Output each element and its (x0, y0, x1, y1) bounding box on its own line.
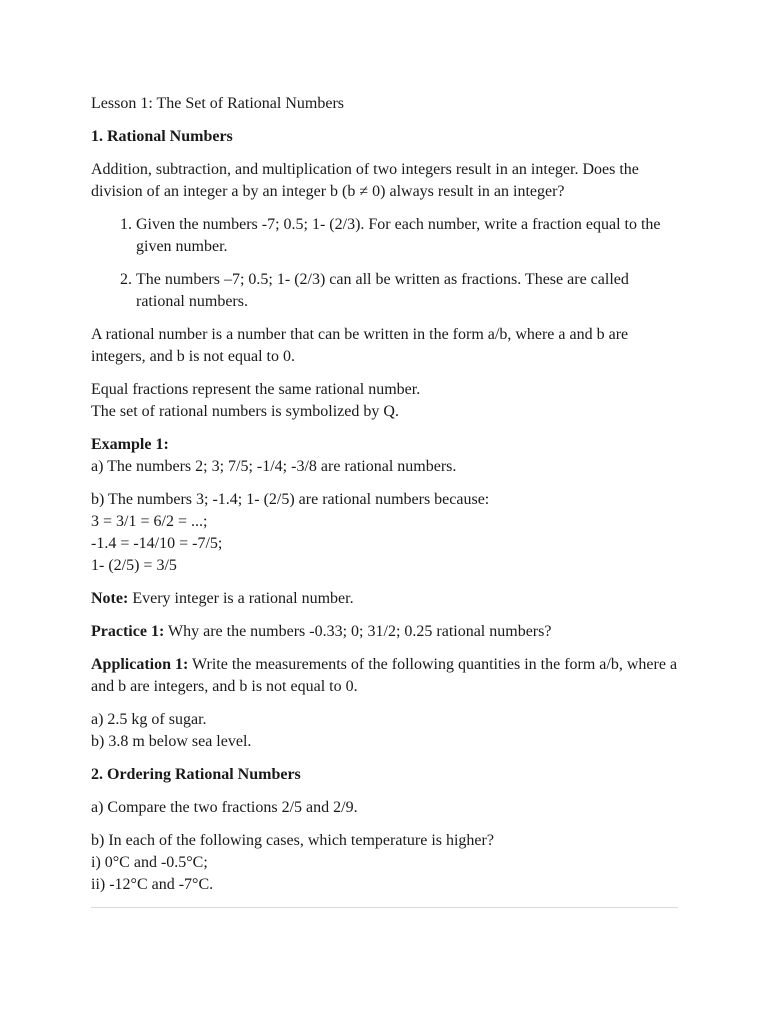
section2-b-block (91, 830, 678, 896)
application1-item: b) 3.8 m below sea level. (91, 733, 252, 750)
numbered-list (91, 214, 678, 313)
example1-b-line: b) The numbers 3; -1.4; 1- (2/5) are rational numbers because: (91, 491, 490, 508)
lesson-title: Lesson 1: The Set of Rational Numbers (91, 95, 344, 112)
example1-b-line: 1- (2/5) = 3/5 (91, 557, 177, 574)
practice1-paragraph (91, 621, 678, 643)
note-text: Every integer is a rational number. (128, 590, 354, 607)
list-item: 2. The numbers –7; 0.5; 1- (2/3) can all be written as fractions. These are called rational numbers. (136, 269, 678, 313)
practice1-label: Practice 1: (91, 623, 165, 640)
section2-b-line: i) 0°C and -0.5°C; (91, 854, 208, 871)
equal-fractions-text: Equal fractions represent the same rational number. (91, 381, 421, 398)
example1-label: Example 1: (91, 436, 169, 453)
bottom-divider (91, 907, 678, 908)
application1-text: Write the measurements of the following quantities in the form a/b, where a and b are integers, and b is not equal to 0. (91, 656, 678, 695)
note-paragraph (91, 588, 678, 610)
section2-b-line: b) In each of the following cases, which temperature is higher? (91, 832, 494, 849)
section2-a: a) Compare the two fractions 2/5 and 2/9. (91, 799, 358, 816)
list-item: 1. Given the numbers -7; 0.5; 1- (2/3). For each number, write a fraction equal to the given number. (136, 214, 678, 258)
section2-b-line: ii) -12°C and -7°C. (91, 876, 214, 893)
application1-paragraph (91, 654, 678, 698)
example1-block (91, 434, 678, 478)
example1-a: a) The numbers 2; 3; 7/5; -1/4; -3/8 are rational numbers. (91, 458, 457, 475)
section1-heading: 1. Rational Numbers (91, 128, 233, 145)
application1-item: a) 2.5 kg of sugar. (91, 711, 207, 728)
application1-label: Application 1: (91, 656, 189, 673)
rational-definition: A rational number is a number that can be written in the form a/b, where a and b are integers, and b is not equal to 0. (91, 326, 629, 365)
section2-heading: 2. Ordering Rational Numbers (91, 766, 301, 783)
symbol-text: The set of rational numbers is symbolized by Q. (91, 403, 399, 420)
example1-b-block (91, 489, 678, 577)
application1-items (91, 709, 678, 753)
section1-intro: Addition, subtraction, and multiplication of two integers result in an integer. Does the division of an integer a by an integer b (b ≠ 0) always result in an integer? (91, 161, 639, 200)
practice1-text: Why are the numbers -0.33; 0; 31/2; 0.25 rational numbers? (164, 623, 552, 640)
note-label: Note: (91, 590, 129, 607)
example1-b-line: 3 = 3/1 = 6/2 = ...; (91, 513, 208, 530)
example1-b-line: -1.4 = -14/10 = -7/5; (91, 535, 223, 552)
equal-fractions-paragraph (91, 379, 678, 423)
